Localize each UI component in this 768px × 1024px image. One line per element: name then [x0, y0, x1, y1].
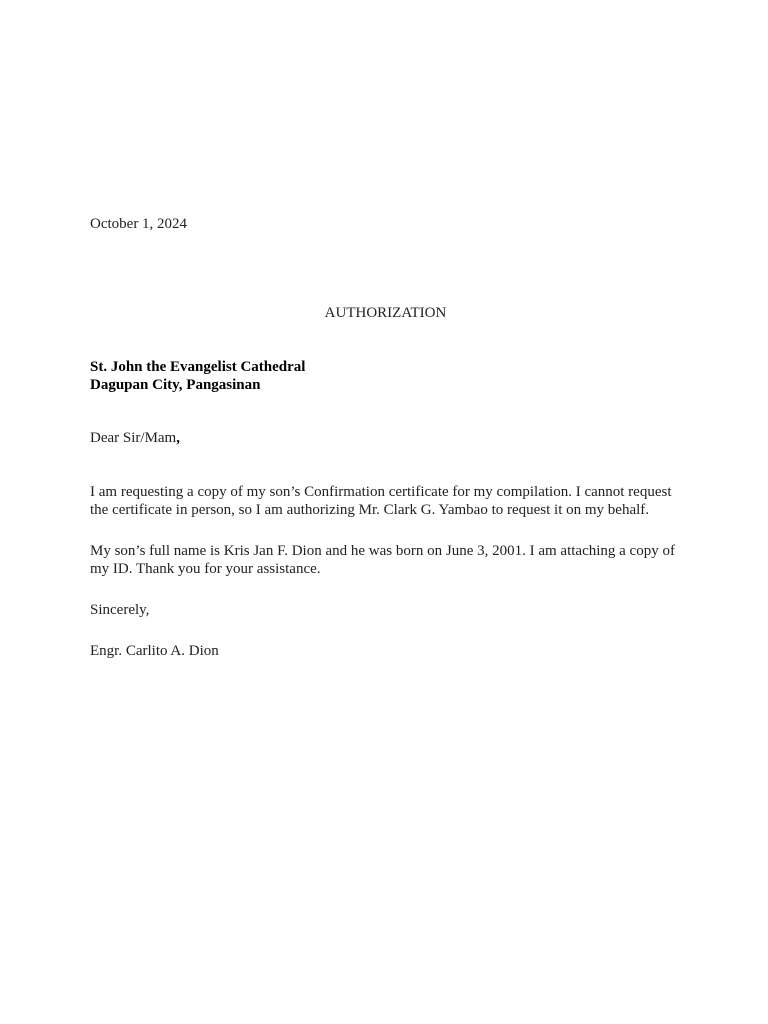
recipient-address [90, 358, 690, 394]
salutation-punctuation: , [176, 430, 180, 446]
letter-date: October 1, 2024 [90, 216, 188, 232]
salutation [90, 429, 690, 447]
salutation-text: Dear Sir/Mam [90, 430, 177, 446]
body-paragraph-2: My son’s full name is Kris Jan F. Dion and he was born on June 3, 2001. I am attaching a copy of my ID. Thank you for your assistance. [90, 543, 675, 577]
signature-name: Engr. Carlito A. Dion [90, 643, 219, 659]
body-paragraph-1: I am requesting a copy of my son’s Confirmation certificate for my compilation. I cannot request the certificate in person, so I am authorizing Mr. Clark G. Yambao to request it on my behalf. [90, 484, 672, 518]
letter-title: AUTHORIZATION [324, 305, 447, 321]
recipient-location: Dagupan City, Pangasinan [90, 377, 261, 393]
recipient-name: St. John the Evangelist Cathedral [90, 359, 306, 375]
closing: Sincerely, [90, 602, 150, 618]
